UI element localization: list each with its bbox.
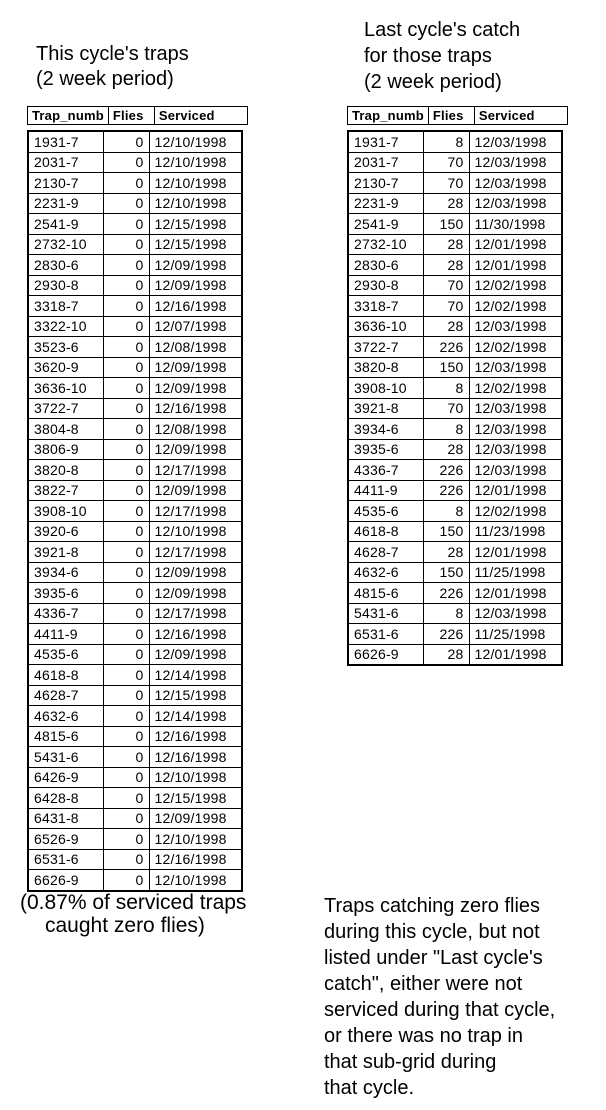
serviced-date-cell: 12/10/1998 (149, 131, 242, 152)
trap-number-cell: 3636-10 (28, 378, 103, 399)
flies-cell: 0 (103, 275, 149, 296)
flies-cell: 0 (103, 439, 149, 460)
flies-cell: 0 (103, 849, 149, 870)
flies-cell: 70 (423, 398, 469, 419)
trap-number-cell: 2031-7 (348, 152, 423, 173)
table-row (348, 357, 562, 378)
flies-cell: 0 (103, 480, 149, 501)
trap-number-cell: 3806-9 (28, 439, 103, 460)
flies-cell: 8 (423, 501, 469, 522)
table-row (348, 378, 562, 399)
this-cycle-header-row (27, 106, 248, 125)
trap-number-cell: 6626-9 (28, 870, 103, 891)
table-row (348, 255, 562, 276)
table-row (348, 214, 562, 235)
flies-cell: 0 (103, 726, 149, 747)
column-header-trap-numb: Trap_numb (28, 107, 109, 125)
title-line: for those traps (364, 45, 492, 67)
serviced-date-cell: 12/16/1998 (149, 296, 242, 317)
trap-number-cell: 4632-6 (28, 706, 103, 727)
trap-number-cell: 2541-9 (28, 214, 103, 235)
trap-number-cell: 1931-7 (28, 131, 103, 152)
serviced-date-cell: 12/02/1998 (469, 501, 562, 522)
serviced-date-cell: 12/09/1998 (149, 275, 242, 296)
trap-number-cell: 2830-6 (28, 255, 103, 276)
trap-number-cell: 3722-7 (28, 398, 103, 419)
table-row (348, 644, 562, 665)
flies-cell: 226 (423, 480, 469, 501)
serviced-date-cell: 12/01/1998 (469, 583, 562, 604)
serviced-date-cell: 12/09/1998 (149, 583, 242, 604)
table-row (348, 562, 562, 583)
last-cycle-catch-table (347, 130, 563, 666)
table-row (348, 316, 562, 337)
title-line: Last cycle's catch (364, 19, 521, 41)
serviced-date-cell: 12/03/1998 (469, 131, 562, 152)
trap-number-cell: 5431-6 (28, 747, 103, 768)
trap-number-cell: 3920-6 (28, 521, 103, 542)
trap-number-cell: 3620-9 (28, 357, 103, 378)
serviced-date-cell: 12/16/1998 (149, 624, 242, 645)
serviced-date-cell: 11/25/1998 (469, 562, 562, 583)
serviced-date-cell: 12/02/1998 (469, 337, 562, 358)
trap-number-cell: 3908-10 (348, 378, 423, 399)
trap-number-cell: 6428-8 (28, 788, 103, 809)
table-row (28, 439, 242, 460)
trap-number-cell: 4411-9 (28, 624, 103, 645)
serviced-date-cell: 12/01/1998 (469, 234, 562, 255)
flies-cell: 70 (423, 173, 469, 194)
table-row (348, 460, 562, 481)
flies-cell: 226 (423, 583, 469, 604)
table-row (28, 788, 242, 809)
note-line: that sub-grid during (324, 1051, 497, 1073)
serviced-date-cell: 12/02/1998 (469, 296, 562, 317)
table-row (28, 296, 242, 317)
trap-number-cell: 6531-6 (28, 849, 103, 870)
flies-cell: 0 (103, 788, 149, 809)
table-row (28, 767, 242, 788)
trap-number-cell: 3722-7 (348, 337, 423, 358)
table-row (28, 603, 242, 624)
trap-number-cell: 2830-6 (348, 255, 423, 276)
flies-cell: 0 (103, 870, 149, 891)
serviced-date-cell: 11/25/1998 (469, 624, 562, 645)
column-header-flies: Flies (428, 107, 474, 125)
flies-cell: 0 (103, 337, 149, 358)
flies-cell: 150 (423, 562, 469, 583)
trap-number-cell: 3908-10 (28, 501, 103, 522)
serviced-date-cell: 12/09/1998 (149, 255, 242, 276)
table-row (28, 521, 242, 542)
table-row (28, 131, 242, 152)
table-row (28, 747, 242, 768)
flies-cell: 226 (423, 460, 469, 481)
flies-cell: 0 (103, 644, 149, 665)
table-row (348, 480, 562, 501)
caption-line: caught zero flies) (45, 914, 205, 937)
trap-number-cell: 4628-7 (348, 542, 423, 563)
flies-cell: 0 (103, 398, 149, 419)
table-row (348, 521, 562, 542)
serviced-date-cell: 12/15/1998 (149, 685, 242, 706)
serviced-date-cell: 12/02/1998 (469, 378, 562, 399)
serviced-date-cell: 12/03/1998 (469, 460, 562, 481)
trap-number-cell: 4632-6 (348, 562, 423, 583)
flies-cell: 0 (103, 767, 149, 788)
note-line: that cycle. (324, 1077, 415, 1099)
trap-number-cell: 2031-7 (28, 152, 103, 173)
flies-cell: 0 (103, 583, 149, 604)
table-row (28, 624, 242, 645)
flies-cell: 0 (103, 173, 149, 194)
trap-number-cell: 3934-6 (348, 419, 423, 440)
trap-number-cell: 3921-8 (348, 398, 423, 419)
table-row (348, 275, 562, 296)
table-row (28, 808, 242, 829)
flies-cell: 0 (103, 808, 149, 829)
flies-cell: 28 (423, 439, 469, 460)
table-row (348, 193, 562, 214)
serviced-date-cell: 12/10/1998 (149, 829, 242, 850)
serviced-date-cell: 12/16/1998 (149, 726, 242, 747)
title-line: (2 week period) (364, 71, 502, 93)
serviced-date-cell: 12/03/1998 (469, 439, 562, 460)
trap-number-cell: 3523-6 (28, 337, 103, 358)
serviced-date-cell: 12/17/1998 (149, 460, 242, 481)
table-row (348, 439, 562, 460)
table-row (348, 583, 562, 604)
serviced-date-cell: 12/17/1998 (149, 603, 242, 624)
table-row (348, 419, 562, 440)
flies-cell: 8 (423, 419, 469, 440)
flies-cell: 0 (103, 501, 149, 522)
trap-number-cell: 2130-7 (28, 173, 103, 194)
trap-number-cell: 5431-6 (348, 603, 423, 624)
trap-number-cell: 4815-6 (28, 726, 103, 747)
table-row (28, 685, 242, 706)
trap-number-cell: 3804-8 (28, 419, 103, 440)
trap-number-cell: 6426-9 (28, 767, 103, 788)
table-row (28, 583, 242, 604)
flies-cell: 0 (103, 747, 149, 768)
this-cycle-traps-table (27, 130, 243, 892)
column-header-trap-numb: Trap_numb (348, 107, 429, 125)
caption-line: (0.87% of serviced traps (20, 891, 247, 914)
serviced-date-cell: 12/09/1998 (149, 357, 242, 378)
serviced-date-cell: 12/16/1998 (149, 849, 242, 870)
serviced-date-cell: 12/10/1998 (149, 193, 242, 214)
header-row (28, 107, 248, 125)
trap-number-cell: 1931-7 (348, 131, 423, 152)
header-row (348, 107, 568, 125)
table-row (348, 337, 562, 358)
serviced-date-cell: 12/03/1998 (469, 419, 562, 440)
serviced-date-cell: 12/09/1998 (149, 644, 242, 665)
trap-number-cell: 3820-8 (348, 357, 423, 378)
table-row (348, 501, 562, 522)
flies-cell: 150 (423, 214, 469, 235)
column-header-serviced: Serviced (474, 107, 567, 125)
trap-number-cell: 3318-7 (348, 296, 423, 317)
serviced-date-cell: 11/23/1998 (469, 521, 562, 542)
trap-number-cell: 4535-6 (348, 501, 423, 522)
table-row (28, 173, 242, 194)
missing-traps-explanation-note (324, 893, 555, 1101)
serviced-date-cell: 12/10/1998 (149, 521, 242, 542)
table-row (28, 419, 242, 440)
serviced-date-cell: 12/15/1998 (149, 214, 242, 235)
flies-cell: 0 (103, 829, 149, 850)
serviced-date-cell: 12/03/1998 (469, 316, 562, 337)
flies-cell: 0 (103, 562, 149, 583)
trap-number-cell: 2732-10 (28, 234, 103, 255)
note-line: during this cycle, but not (324, 921, 540, 943)
trap-number-cell: 4336-7 (28, 603, 103, 624)
flies-cell: 0 (103, 193, 149, 214)
table-row (348, 624, 562, 645)
serviced-date-cell: 12/09/1998 (149, 808, 242, 829)
serviced-date-cell: 12/08/1998 (149, 419, 242, 440)
table-row (28, 255, 242, 276)
flies-cell: 0 (103, 296, 149, 317)
flies-cell: 0 (103, 131, 149, 152)
table-row (28, 480, 242, 501)
serviced-date-cell: 12/17/1998 (149, 501, 242, 522)
trap-number-cell: 2231-9 (348, 193, 423, 214)
flies-cell: 226 (423, 624, 469, 645)
last-cycle-title (364, 17, 520, 95)
serviced-date-cell: 12/03/1998 (469, 603, 562, 624)
flies-cell: 0 (103, 603, 149, 624)
flies-cell: 8 (423, 603, 469, 624)
flies-cell: 150 (423, 521, 469, 542)
column-header-flies: Flies (108, 107, 154, 125)
table-row (348, 296, 562, 317)
trap-number-cell: 6526-9 (28, 829, 103, 850)
table-row (348, 152, 562, 173)
table-row (28, 193, 242, 214)
table-row (28, 152, 242, 173)
trap-number-cell: 2930-8 (28, 275, 103, 296)
trap-number-cell: 2541-9 (348, 214, 423, 235)
note-line: catch", either were not (324, 973, 523, 995)
serviced-date-cell: 12/10/1998 (149, 152, 242, 173)
note-line: listed under "Last cycle's (324, 947, 543, 969)
serviced-date-cell: 12/03/1998 (469, 193, 562, 214)
note-line: serviced during that cycle, (324, 999, 556, 1021)
table-row (28, 460, 242, 481)
table-row (28, 562, 242, 583)
trap-number-cell: 2930-8 (348, 275, 423, 296)
trap-number-cell: 4815-6 (348, 583, 423, 604)
table-row (28, 378, 242, 399)
flies-cell: 0 (103, 357, 149, 378)
flies-cell: 0 (103, 419, 149, 440)
table-row (348, 234, 562, 255)
flies-cell: 70 (423, 275, 469, 296)
trap-number-cell: 3921-8 (28, 542, 103, 563)
title-line: (2 week period) (36, 68, 174, 90)
last-cycle-header-row (347, 106, 568, 125)
trap-number-cell: 3935-6 (28, 583, 103, 604)
table-row (28, 337, 242, 358)
flies-cell: 0 (103, 234, 149, 255)
serviced-date-cell: 12/03/1998 (469, 173, 562, 194)
serviced-date-cell: 12/01/1998 (469, 542, 562, 563)
flies-cell: 0 (103, 316, 149, 337)
serviced-date-cell: 12/01/1998 (469, 480, 562, 501)
flies-cell: 0 (103, 542, 149, 563)
table-row (28, 398, 242, 419)
serviced-date-cell: 12/10/1998 (149, 870, 242, 891)
serviced-date-cell: 12/16/1998 (149, 747, 242, 768)
note-line: or there was no trap in (324, 1025, 523, 1047)
flies-cell: 8 (423, 131, 469, 152)
trap-number-cell: 2231-9 (28, 193, 103, 214)
trap-number-cell: 3820-8 (28, 460, 103, 481)
flies-cell: 0 (103, 460, 149, 481)
table-row (28, 665, 242, 686)
table-row (28, 829, 242, 850)
table-row (28, 214, 242, 235)
flies-cell: 0 (103, 624, 149, 645)
this-cycle-title (36, 42, 189, 92)
flies-cell: 8 (423, 378, 469, 399)
flies-cell: 28 (423, 234, 469, 255)
serviced-date-cell: 12/14/1998 (149, 706, 242, 727)
table-row (28, 542, 242, 563)
serviced-date-cell: 12/09/1998 (149, 562, 242, 583)
trap-number-cell: 3822-7 (28, 480, 103, 501)
serviced-date-cell: 12/09/1998 (149, 480, 242, 501)
zero-flies-percentage-caption (20, 891, 246, 937)
serviced-date-cell: 12/07/1998 (149, 316, 242, 337)
trap-number-cell: 2130-7 (348, 173, 423, 194)
table-row (348, 173, 562, 194)
table-row (28, 726, 242, 747)
table-row (348, 398, 562, 419)
serviced-date-cell: 12/17/1998 (149, 542, 242, 563)
trap-number-cell: 4336-7 (348, 460, 423, 481)
note-line: Traps catching zero flies (324, 895, 541, 917)
flies-cell: 28 (423, 644, 469, 665)
serviced-date-cell: 12/16/1998 (149, 398, 242, 419)
trap-number-cell: 3322-10 (28, 316, 103, 337)
flies-cell: 28 (423, 255, 469, 276)
table-row (28, 316, 242, 337)
trap-number-cell: 4618-8 (348, 521, 423, 542)
serviced-date-cell: 12/01/1998 (469, 644, 562, 665)
serviced-date-cell: 12/10/1998 (149, 173, 242, 194)
trap-number-cell: 3934-6 (28, 562, 103, 583)
trap-number-cell: 6531-6 (348, 624, 423, 645)
flies-cell: 0 (103, 255, 149, 276)
table-row (28, 870, 242, 891)
flies-cell: 0 (103, 521, 149, 542)
trap-number-cell: 6431-8 (28, 808, 103, 829)
table-row (28, 644, 242, 665)
serviced-date-cell: 12/10/1998 (149, 767, 242, 788)
column-header-serviced: Serviced (154, 107, 247, 125)
table-row (28, 849, 242, 870)
trap-number-cell: 2732-10 (348, 234, 423, 255)
flies-cell: 0 (103, 378, 149, 399)
serviced-date-cell: 12/03/1998 (469, 357, 562, 378)
flies-cell: 28 (423, 316, 469, 337)
serviced-date-cell: 12/15/1998 (149, 234, 242, 255)
flies-cell: 0 (103, 685, 149, 706)
table-row (348, 131, 562, 152)
serviced-date-cell: 12/08/1998 (149, 337, 242, 358)
table-row (28, 275, 242, 296)
trap-number-cell: 4535-6 (28, 644, 103, 665)
trap-number-cell: 4618-8 (28, 665, 103, 686)
serviced-date-cell: 12/03/1998 (469, 398, 562, 419)
serviced-date-cell: 12/09/1998 (149, 378, 242, 399)
flies-cell: 28 (423, 542, 469, 563)
flies-cell: 70 (423, 296, 469, 317)
trap-number-cell: 6626-9 (348, 644, 423, 665)
serviced-date-cell: 12/01/1998 (469, 255, 562, 276)
trap-number-cell: 3636-10 (348, 316, 423, 337)
serviced-date-cell: 12/14/1998 (149, 665, 242, 686)
serviced-date-cell: 12/03/1998 (469, 152, 562, 173)
flies-cell: 150 (423, 357, 469, 378)
serviced-date-cell: 11/30/1998 (469, 214, 562, 235)
title-line: This cycle's traps (36, 43, 189, 65)
flies-cell: 28 (423, 193, 469, 214)
trap-number-cell: 3318-7 (28, 296, 103, 317)
flies-cell: 0 (103, 665, 149, 686)
table-row (28, 501, 242, 522)
flies-cell: 0 (103, 152, 149, 173)
serviced-date-cell: 12/09/1998 (149, 439, 242, 460)
trap-number-cell: 3935-6 (348, 439, 423, 460)
flies-cell: 226 (423, 337, 469, 358)
table-row (348, 542, 562, 563)
table-row (348, 603, 562, 624)
table-row (28, 357, 242, 378)
trap-number-cell: 4411-9 (348, 480, 423, 501)
flies-cell: 70 (423, 152, 469, 173)
serviced-date-cell: 12/02/1998 (469, 275, 562, 296)
table-row (28, 234, 242, 255)
trap-number-cell: 4628-7 (28, 685, 103, 706)
flies-cell: 0 (103, 706, 149, 727)
serviced-date-cell: 12/15/1998 (149, 788, 242, 809)
flies-cell: 0 (103, 214, 149, 235)
table-row (28, 706, 242, 727)
